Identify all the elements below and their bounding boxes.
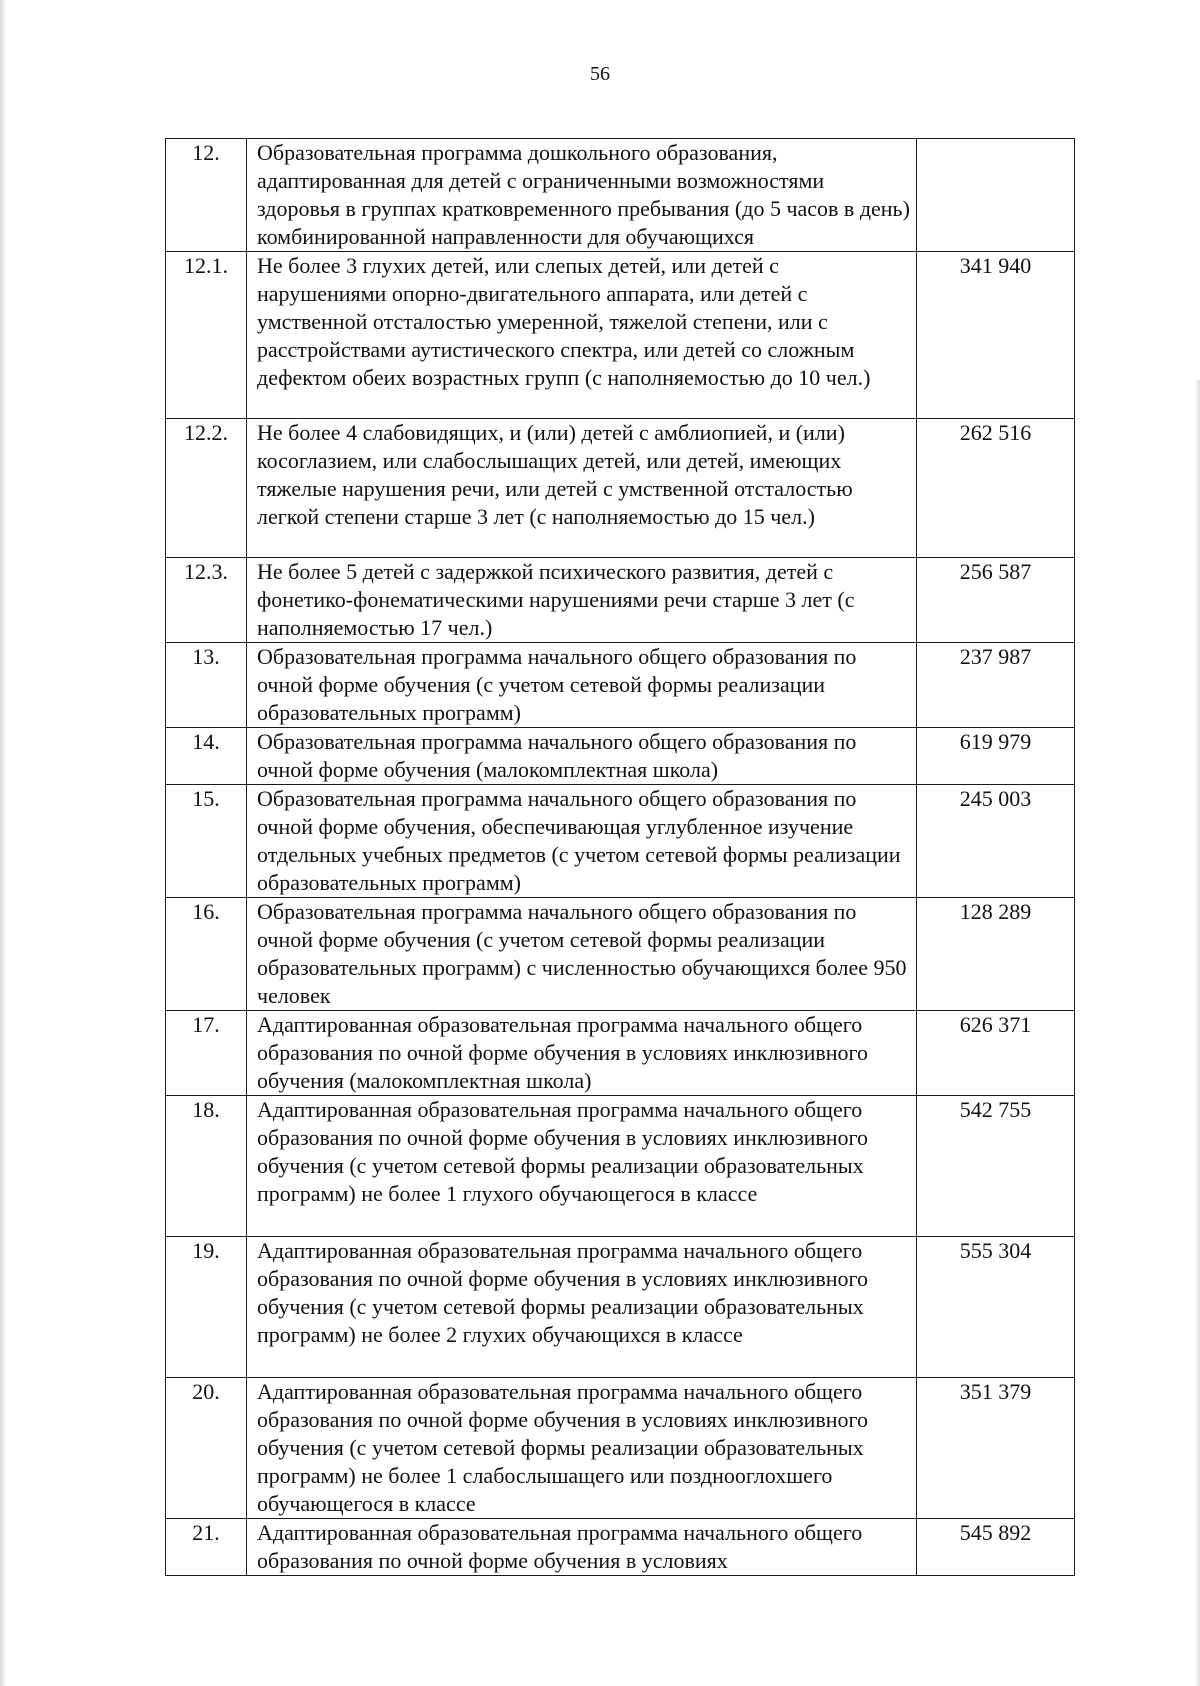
row-description: Не более 4 слабовидящих, и (или) детей с амблиопией, и (или) косоглазием, или слабослышащих детей, или детей, имеющих тяжелые нарушения речи, или детей с умственной отсталостью легкой степени старше 3 лет (с наполняемостью до 15 чел.) <box>247 419 917 558</box>
table-row <box>166 1237 1075 1378</box>
row-amount: 256 587 <box>917 558 1075 643</box>
table-row <box>166 643 1075 728</box>
row-amount: 545 892 <box>917 1519 1075 1576</box>
table-row <box>166 558 1075 643</box>
row-amount: 351 379 <box>917 1378 1075 1519</box>
row-number: 15. <box>166 785 247 898</box>
row-amount: 245 003 <box>917 785 1075 898</box>
table-row <box>166 1096 1075 1237</box>
row-number: 13. <box>166 643 247 728</box>
scan-edge-left <box>0 0 6 1686</box>
row-number: 17. <box>166 1011 247 1096</box>
row-number: 18. <box>166 1096 247 1237</box>
scan-edge-right <box>1195 380 1200 1686</box>
table-row <box>166 419 1075 558</box>
row-number: 12. <box>166 139 247 252</box>
row-amount: 619 979 <box>917 728 1075 785</box>
row-description: Образовательная программа начального общего образования по очной форме обучения, обеспечивающая углубленное изучение отдельных учебных предметов (с учетом сетевой формы реализации образовательных программ) <box>247 785 917 898</box>
row-description: Образовательная программа дошкольного образования, адаптированная для детей с ограниченными возможностями здоровья в группах кратковременного пребывания (до 5 часов в день) комбинированной направленности для обучающихся <box>247 139 917 252</box>
row-number: 14. <box>166 728 247 785</box>
row-number: 16. <box>166 898 247 1011</box>
row-amount: 237 987 <box>917 643 1075 728</box>
row-description: Образовательная программа начального общего образования по очной форме обучения (малокомплектная школа) <box>247 728 917 785</box>
row-number: 20. <box>166 1378 247 1519</box>
row-number: 12.2. <box>166 419 247 558</box>
table-row <box>166 1011 1075 1096</box>
row-description: Образовательная программа начального общего образования по очной форме обучения (с учетом сетевой формы реализации образовательных программ) <box>247 643 917 728</box>
row-description: Адаптированная образовательная программа начального общего образования по очной форме обучения в условиях инклюзивного обучения (с учетом сетевой формы реализации образовательных программ) не более 1 глухого обучающегося в классе <box>247 1096 917 1237</box>
row-description: Адаптированная образовательная программа начального общего образования по очной форме обучения в условиях <box>247 1519 917 1576</box>
table-row <box>166 139 1075 252</box>
cost-table <box>165 138 1075 1576</box>
row-number: 19. <box>166 1237 247 1378</box>
table-row <box>166 785 1075 898</box>
row-amount: 555 304 <box>917 1237 1075 1378</box>
table-row <box>166 728 1075 785</box>
row-description: Адаптированная образовательная программа начального общего образования по очной форме обучения в условиях инклюзивного обучения (с учетом сетевой формы реализации образовательных программ) не более 1 слабослышащего или позднооглохшего обучающегося в классе <box>247 1378 917 1519</box>
table-row <box>166 252 1075 419</box>
row-amount: 262 516 <box>917 419 1075 558</box>
table-row <box>166 898 1075 1011</box>
row-amount: 341 940 <box>917 252 1075 419</box>
row-number: 12.1. <box>166 252 247 419</box>
row-description: Не более 3 глухих детей, или слепых детей, или детей с нарушениями опорно-двигательного аппарата, или детей с умственной отсталостью умеренной, тяжелой степени, или с расстройствами аутистического спектра, или детей со сложным дефектом обеих возрастных групп (с наполняемостью до 10 чел.) <box>247 252 917 419</box>
row-description: Не более 5 детей с задержкой психического развития, детей с фонетико-фонематическими нарушениями речи старше 3 лет (с наполняемостью 17 чел.) <box>247 558 917 643</box>
row-amount: 542 755 <box>917 1096 1075 1237</box>
row-number: 21. <box>166 1519 247 1576</box>
row-number: 12.3. <box>166 558 247 643</box>
row-description: Адаптированная образовательная программа начального общего образования по очной форме обучения в условиях инклюзивного обучения (с учетом сетевой формы реализации образовательных программ) не более 2 глухих обучающихся в классе <box>247 1237 917 1378</box>
row-amount: 128 289 <box>917 898 1075 1011</box>
row-amount: 626 371 <box>917 1011 1075 1096</box>
table-row <box>166 1378 1075 1519</box>
row-description: Образовательная программа начального общего образования по очной форме обучения (с учетом сетевой формы реализации образовательных программ) с численностью обучающихся более 950 человек <box>247 898 917 1011</box>
row-description: Адаптированная образовательная программа начального общего образования по очной форме обучения в условиях инклюзивного обучения (малокомплектная школа) <box>247 1011 917 1096</box>
table-row <box>166 1519 1075 1576</box>
row-amount <box>917 139 1075 252</box>
page-number: 56 <box>590 63 610 85</box>
